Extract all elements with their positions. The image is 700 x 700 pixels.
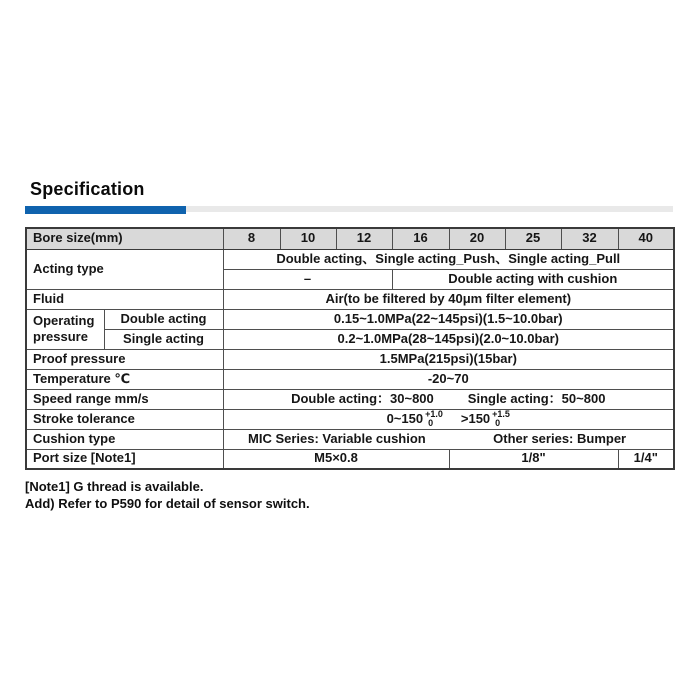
cushion-type-mic: MIC Series: Variable cushion xyxy=(248,430,426,446)
row-port-size xyxy=(26,449,674,469)
stroke-tolerance-label: Stroke tolerance xyxy=(26,409,223,429)
cushion-type-other: Other series: Bumper xyxy=(493,430,627,446)
proof-pressure-value: 1.5MPa(215psi)(15bar) xyxy=(223,349,674,369)
port-size-m5: M5×0.8 xyxy=(223,449,449,469)
bore-size-10: 10 xyxy=(280,228,336,249)
bore-size-label: Bore size(mm) xyxy=(26,228,223,249)
stroke-tolerance-range2-base: >150 xyxy=(460,410,491,426)
spec-table xyxy=(25,227,675,470)
port-size-label: Port size [Note1] xyxy=(26,449,223,469)
stroke-tolerance-range1-upper: +1.0 xyxy=(425,409,443,419)
row-bore-size xyxy=(26,228,674,249)
bore-size-20: 20 xyxy=(449,228,505,249)
row-operating-pressure-single xyxy=(26,329,674,349)
footnote-2: Add) Refer to P590 for detail of sensor switch. xyxy=(25,496,310,511)
operating-pressure-label-line1: Operating xyxy=(33,313,95,329)
temperature-value: -20~70 xyxy=(223,369,674,389)
acting-type-no-cushion: – xyxy=(223,269,392,289)
stroke-tolerance-range2 xyxy=(461,410,510,428)
row-fluid xyxy=(26,289,674,309)
port-size-eighth: 1/8" xyxy=(449,449,618,469)
row-acting-type-1 xyxy=(26,249,674,269)
bore-size-40: 40 xyxy=(618,228,674,249)
page-title: Specification xyxy=(30,179,145,199)
footnote-1: [Note1] G thread is available. xyxy=(25,479,204,494)
stroke-tolerance-range1-limits xyxy=(425,410,443,428)
row-temperature xyxy=(26,369,674,389)
fluid-label: Fluid xyxy=(26,289,223,309)
acting-type-all: Double acting、Single acting_Push、Single acting_Pull xyxy=(223,249,674,269)
bore-size-32: 32 xyxy=(561,228,618,249)
row-stroke-tolerance xyxy=(26,409,674,429)
row-proof-pressure xyxy=(26,349,674,369)
speed-range-double: Double acting：30~800 xyxy=(291,390,434,406)
speed-range-value xyxy=(223,389,674,409)
stroke-tolerance-range1-lower: 0 xyxy=(428,418,434,428)
acting-type-label: Acting type xyxy=(26,249,223,289)
title-underline-gray xyxy=(186,206,673,212)
operating-pressure-label-line2: pressure xyxy=(33,329,88,344)
stroke-tolerance-range2-lower: 0 xyxy=(495,418,501,428)
bore-size-25: 25 xyxy=(505,228,561,249)
fluid-value: Air(to be filtered by 40μm filter element) xyxy=(223,289,674,309)
bore-size-8: 8 xyxy=(223,228,280,249)
operating-pressure-single-label: Single acting xyxy=(104,329,223,349)
bore-size-12: 12 xyxy=(336,228,392,249)
stroke-tolerance-range1 xyxy=(387,410,443,428)
row-cushion-type xyxy=(26,429,674,449)
operating-pressure-double-label: Double acting xyxy=(104,309,223,329)
stroke-tolerance-range2-upper: +1.5 xyxy=(492,409,510,419)
operating-pressure-single-value: 0.2~1.0MPa(28~145psi)(2.0~10.0bar) xyxy=(223,329,674,349)
row-speed-range xyxy=(26,389,674,409)
temperature-label: Temperature ℃ xyxy=(26,369,223,389)
operating-pressure-double-value: 0.15~1.0MPa(22~145psi)(1.5~10.0bar) xyxy=(223,309,674,329)
proof-pressure-label: Proof pressure xyxy=(26,349,223,369)
speed-range-single: Single acting：50~800 xyxy=(467,390,606,406)
port-size-quarter: 1/4" xyxy=(618,449,674,469)
row-operating-pressure-double xyxy=(26,309,674,329)
operating-pressure-label xyxy=(26,309,104,349)
title-underline-blue xyxy=(25,206,186,214)
speed-range-label: Speed range mm/s xyxy=(26,389,223,409)
stroke-tolerance-range2-limits xyxy=(492,410,510,428)
title-underline xyxy=(25,206,673,214)
cushion-type-label: Cushion type xyxy=(26,429,223,449)
stroke-tolerance-value xyxy=(223,409,674,429)
footnotes xyxy=(25,478,310,512)
bore-size-16: 16 xyxy=(392,228,449,249)
acting-type-with-cushion: Double acting with cushion xyxy=(392,269,674,289)
cushion-type-value xyxy=(223,429,674,449)
stroke-tolerance-range1-base: 0~150 xyxy=(386,410,424,426)
